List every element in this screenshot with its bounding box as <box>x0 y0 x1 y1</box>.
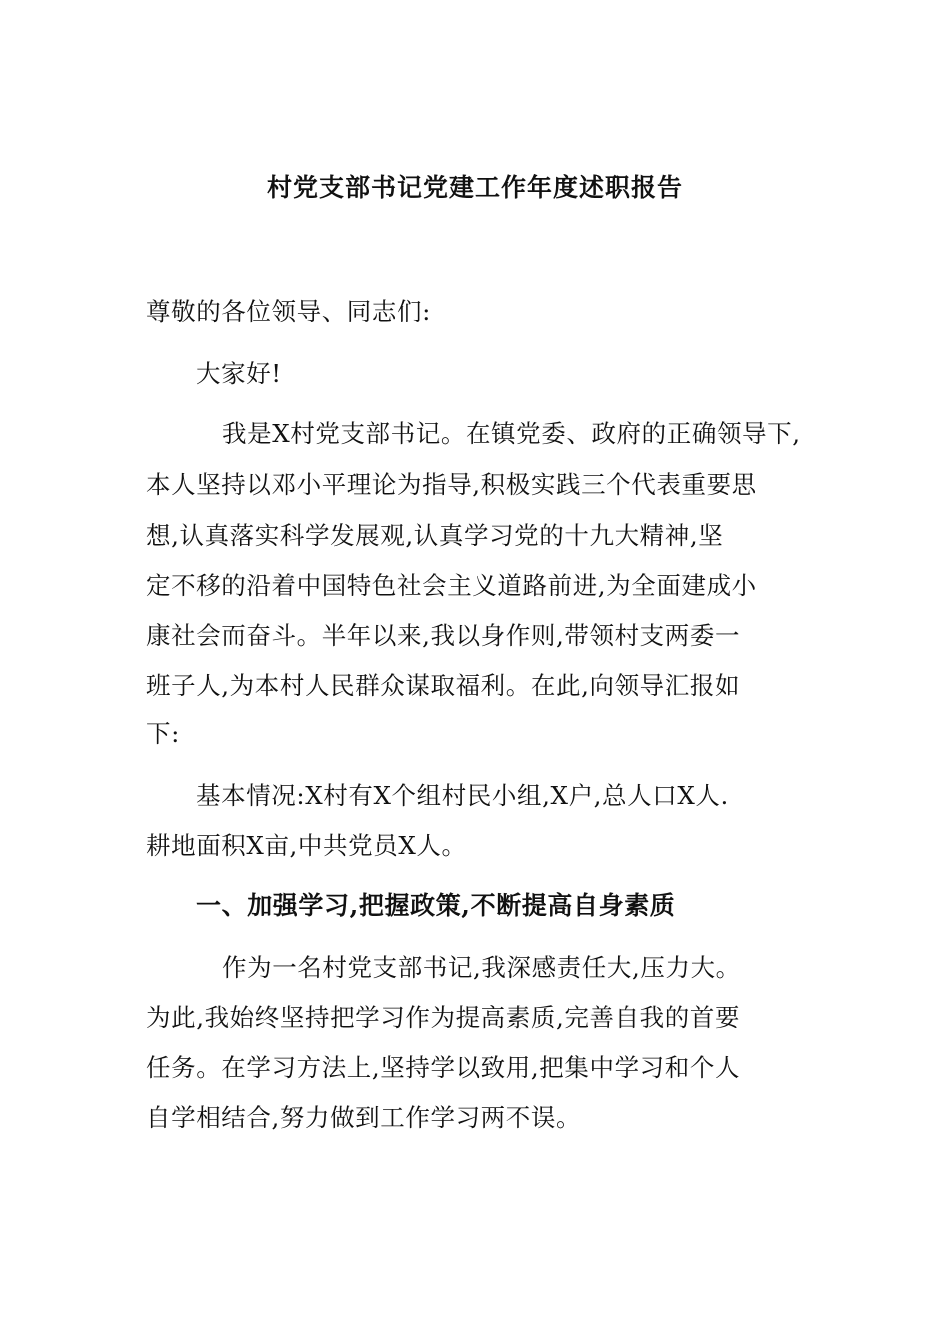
intro-line: 想,认真落实科学发展观,认真学习党的十九大精神,坚 <box>146 521 724 550</box>
section-line: 作为一名村党支部书记,我深感责任大,压力大。 <box>222 953 741 982</box>
intro-line: 本人坚持以邓小平理论为指导,积极实践三个代表重要思 <box>146 470 757 499</box>
intro-line: 班子人,为本村人民群众谋取福利。在此,向领导汇报如 <box>146 671 741 700</box>
section-line: 自学相结合,努力做到工作学习两不误。 <box>146 1103 582 1132</box>
greeting: 大家好! <box>196 359 282 388</box>
intro-line: 我是X村党支部书记。在镇党委、政府的正确领导下, <box>222 419 801 448</box>
salutation: 尊敬的各位领导、同志们: <box>146 297 431 326</box>
section-heading: 一、加强学习,把握政策,不断提高自身素质 <box>196 891 676 920</box>
section-line: 为此,我始终坚持把学习作为提高素质,完善自我的首要 <box>146 1003 741 1032</box>
intro-line: 定不移的沿着中国特色社会主义道路前进,为全面建成小 <box>146 571 757 600</box>
document-title: 村党支部书记党建工作年度述职报告 <box>266 173 683 202</box>
basic-info-line: 基本情况:X村有X个组村民小组,X户,总人口X人. <box>196 781 729 810</box>
intro-line: 康社会而奋斗。半年以来,我以身作则,带领村支两委一 <box>146 621 741 650</box>
basic-info-line: 耕地面积X亩,中共党员X人。 <box>146 831 467 860</box>
section-line: 任务。在学习方法上,坚持学以致用,把集中学习和个人 <box>146 1053 741 1082</box>
intro-line: 下: <box>146 719 180 748</box>
